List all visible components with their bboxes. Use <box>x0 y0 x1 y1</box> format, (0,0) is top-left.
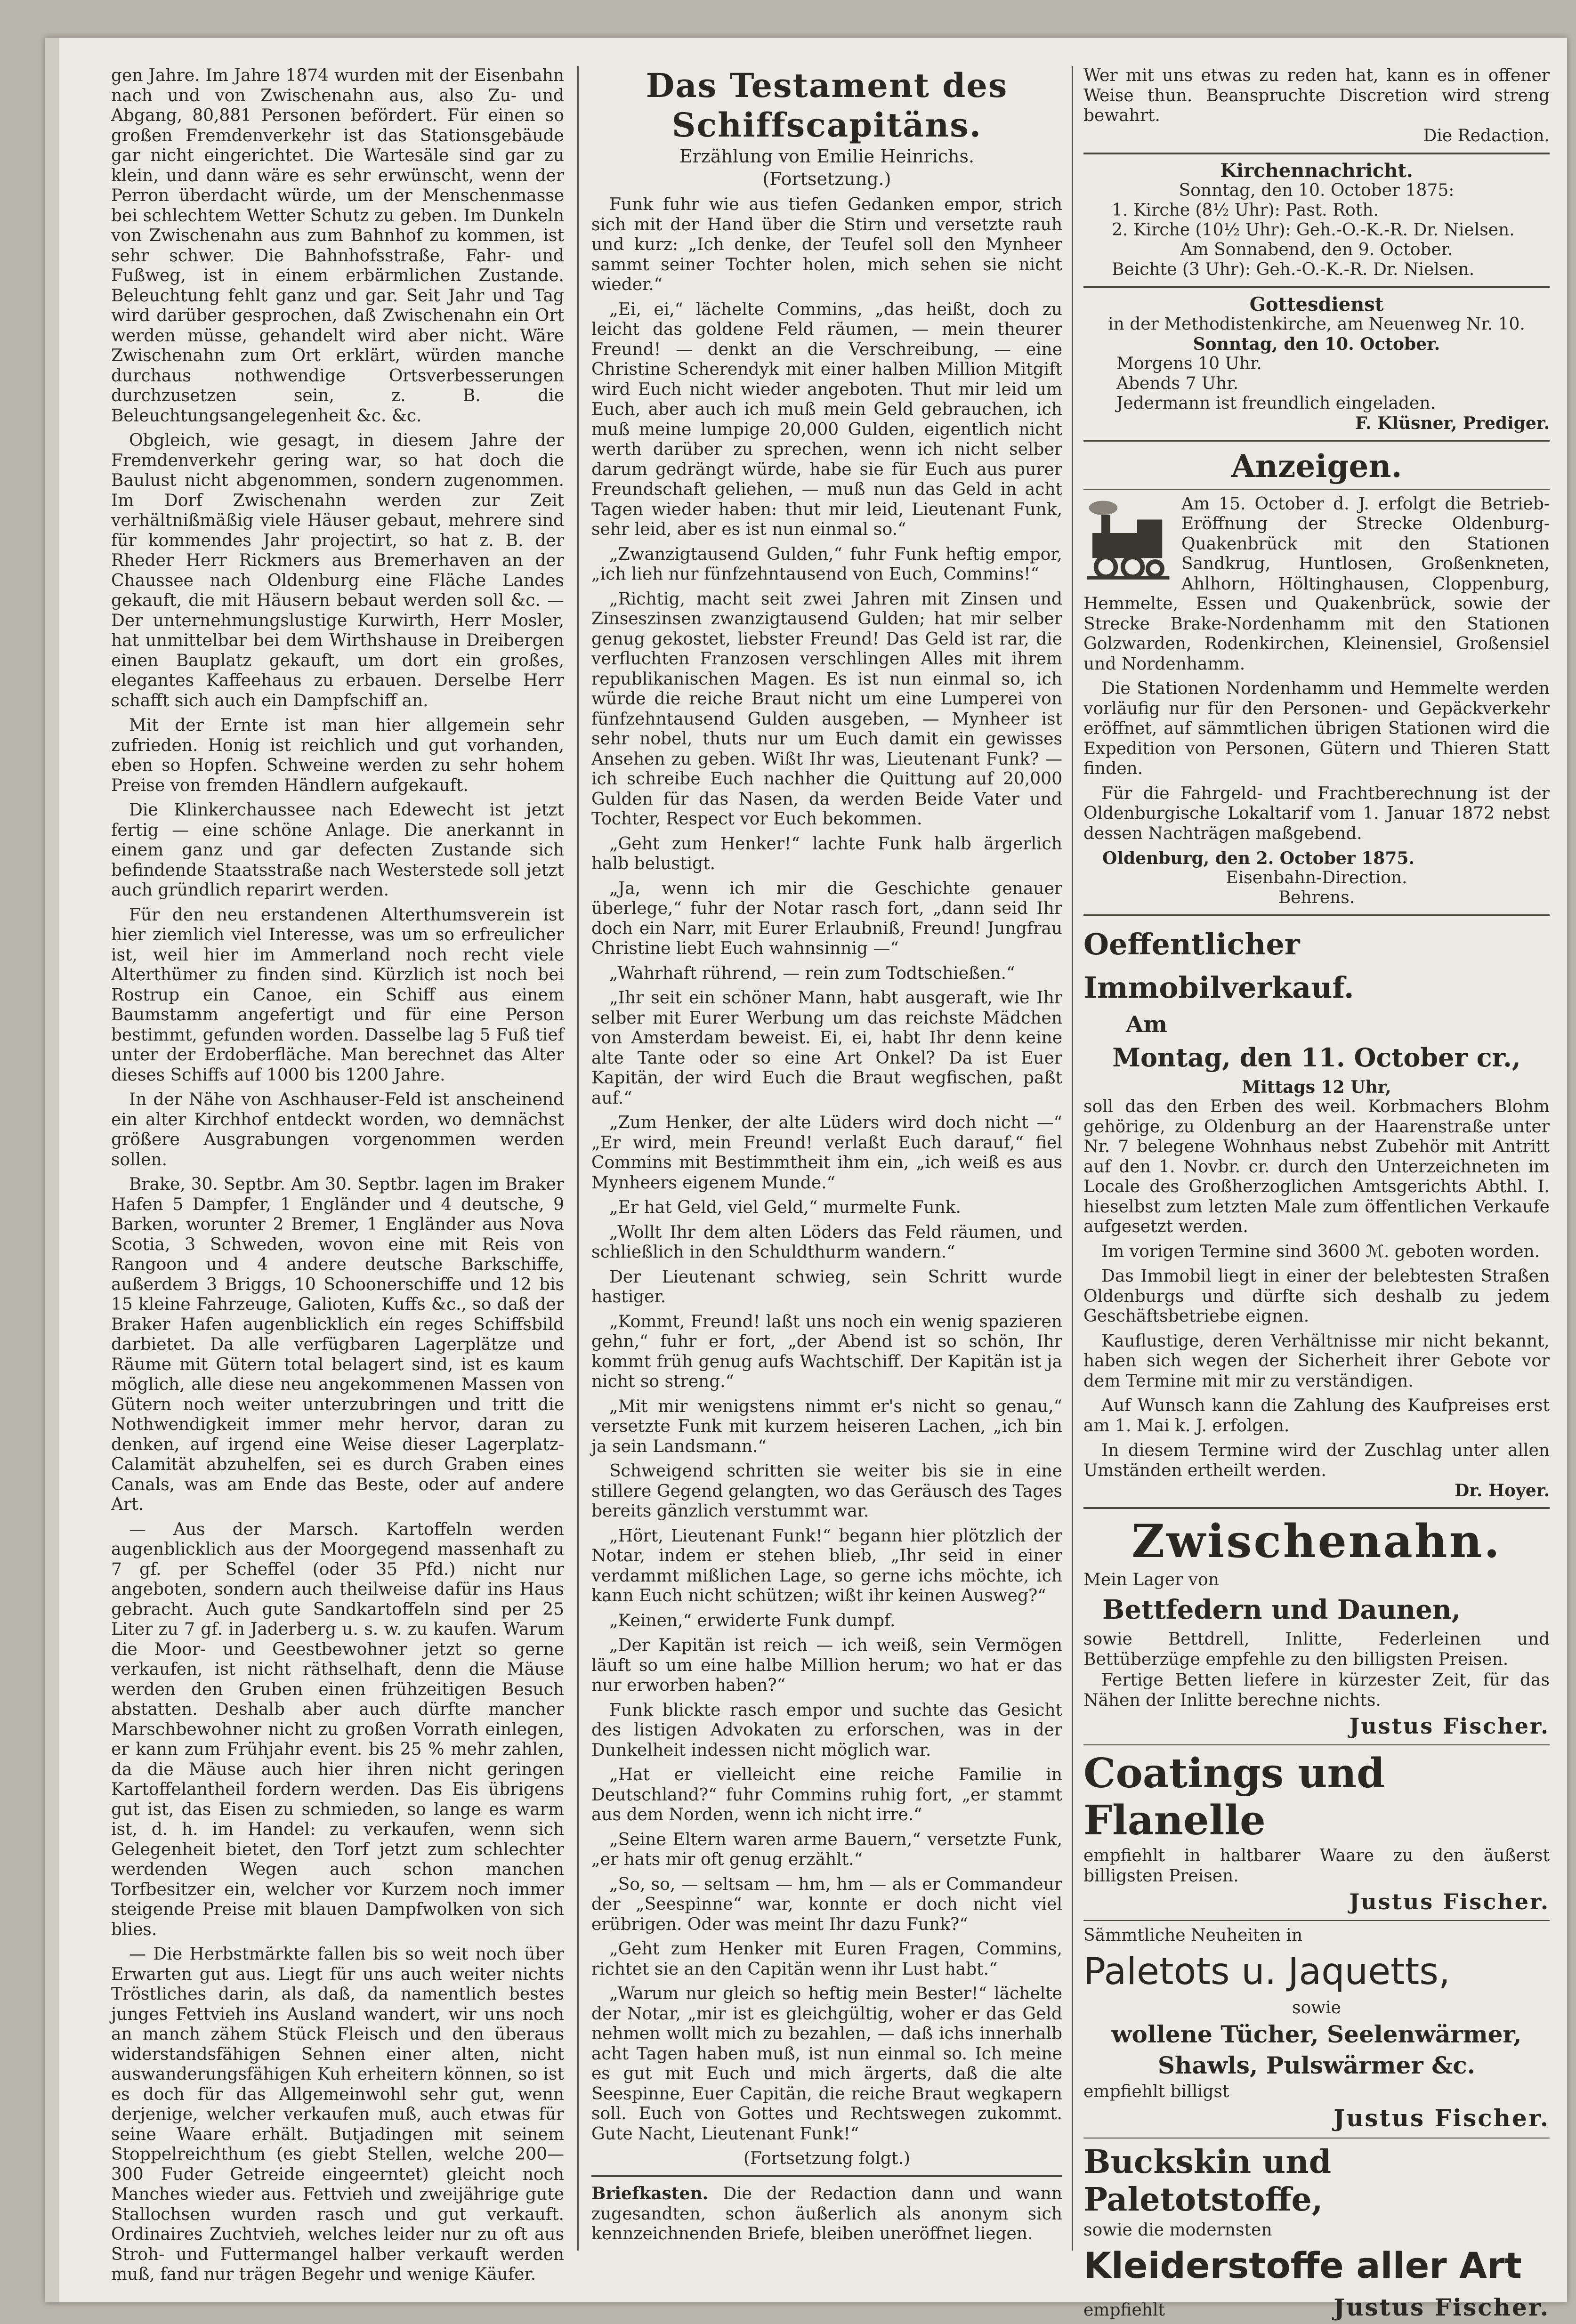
ad-line: Sämmtliche Neuheiten in <box>1083 1926 1303 1945</box>
page-spine <box>45 38 59 2302</box>
paragraph: „Richtig, macht seit zwei Jahren mit Zinsen und Zinseszinsen zwanzigtausend Gulden; hat mir selber genug gekostet, liebster Freund! Das Geld ist rar, die verfluchten Franzosen verschlingen Alles mit ihrem republikanischen Magen. Es ist nun einmal so, ich würde die reiche Braut nicht um eine Lumperei von fünfzehntausend Gulden ausgeben, — Mynheer ist sehr nobel, thuts nur um Euch damit ein gewisses Ansehen zu geben. Wißt Ihr was, Lieutenant Funk? — ich schreibe Euch nachher die Quittung auf 20,000 Gulden für das Nasen, da werden Beide Vater und Tochter, Respect vor Euch bekommen. <box>591 589 1062 829</box>
sale-sign: Dr. Hoyer. <box>1455 1481 1550 1501</box>
service-line: Sonntag, den 10. October. <box>1193 334 1440 354</box>
ad-headline: Buckskin und Paletotstoffe, <box>1083 2143 1332 2219</box>
ad-line: Shawls, Pulswärmer &c. <box>1157 2051 1476 2079</box>
ad-text: Fertige Betten liefere in kürzester Zeit, für das Nähen der Inlitte berechne nichts. <box>1083 1670 1550 1710</box>
railway-text: Am 15. October d. J. erfolgt die Betrieb-Eröffnung der Strecke Oldenburg-Quakenbrück mit den Stationen Sandkrug, Huntlosen, Großenkneten, Ahlhorn, Höltinghausen, Cloppenburg, Hemmelte, Essen und Quakenbrück, sowie der Strecke Brake-Nordenhamm mit den Stationen Golzwarden, Rodenkirchen, Kleinensiel, Großensiel und Nordenhamm. <box>1083 494 1550 674</box>
ads-heading: Anzeigen. <box>1231 447 1402 484</box>
paragraph: Funk fuhr wie aus tiefen Gedanken empor, strich sich mit der Hand über die Stirn und versetzte rauh und kurz: „Ich denke, der Teufel soll den Mynheer sammt seiner Tochter holen, mich sehen sie nicht wieder.“ <box>591 195 1062 294</box>
sale-text: Das Immobil liegt in einer der belebtesten Straßen Oldenburgs und dürfte sich deshalb zu jedem Geschäftsbetriebe eignen. <box>1083 1267 1550 1326</box>
merchant-name: Justus Fischer. <box>1349 1889 1550 1914</box>
column-divider <box>1072 66 1073 2251</box>
sale-text: Im vorigen Termine sind 3600 ℳ. geboten worden. <box>1101 1242 1540 1261</box>
story-title: Das Testament des Schiffscapitäns. <box>646 66 1008 145</box>
paragraph: Mit der Ernte ist man hier allgemein sehr zufrieden. Honig ist reichlich und gut vorhanden, eben so Hopfen. Schweine werden zu sehr hohem Preise von fremden Händlern aufgekauft. <box>111 716 564 795</box>
paragraph: „Der Kapitän ist reich — ich weiß, sein Vermögen läuft so um eine halbe Million herum; wo hat er das nur erworben haben?“ <box>591 1636 1062 1695</box>
paragraph: „Mit mir wenigstens nimmt er's nicht so genau,“ versetzte Funk mit kurzem heiseren Lachen, „ich bin ja sein Landsmann.“ <box>591 1396 1062 1456</box>
ad-text: empfiehlt in haltbarer Waare zu den äußerst billigsten Preisen. <box>1083 1846 1550 1886</box>
paragraph: — Die Herbstmärkte fallen bis so weit noch über Erwarten gut aus. Liegt für uns auch weiter nichts Tröstliches darin, als daß, da namentlich bestes junges Fettvieh ins Ausland wandert, wir uns noch an manch zähem Stück Fleisch und den überaus widerstandsfähigen Sehnen einer alten, nicht auswanderungsfähigen Kuh erheitern können, so ist es doch für das Allgemeinwohl sehr gut, wenn derjenige, welcher verkaufen muß, auch etwas für seine Waare erhält. Butjadingen mit seinem Stoppelreichthum (es giebt Stellen, welche 200—300 Fuder Getreide eingeerntet) gleicht noch Manches wieder aus. Fettvieh und zweijährige gute Stallochsen wurden rasch und gut verkauft. Ordinaires Zuchtvieh, welches leider nur zu oft aus Stroh- und Futtermangel halber verkauft werden muß, fand nur trägen Begehr und wenige Käufer. <box>111 1945 564 2284</box>
sale-text: Kauflustige, deren Verhältnisse mir nicht bekannt, haben sich wegen der Sicherheit ihrer Gebote vor dem Termine mit mir zu verständigen. <box>1083 1331 1550 1391</box>
ad-line: sowie die modernsten <box>1083 2220 1272 2240</box>
town-heading: Zwischenahn. <box>1131 1515 1502 1568</box>
paragraph: „Seine Eltern waren arme Bauern,“ versetzte Funk, „er hats mir oft genug erzählt.“ <box>591 1830 1062 1869</box>
ad-headline: Bettfedern und Daunen, <box>1102 1594 1461 1625</box>
locomotive-icon <box>1083 497 1173 587</box>
ad-line: Mein Lager von <box>1083 1570 1219 1590</box>
separator <box>1083 914 1550 916</box>
paragraph: „Geht zum Henker mit Euren Fragen, Commins, richtet sie an den Capitän wenn ihr Lust habt.“ <box>591 1939 1062 1979</box>
merchant-name: Justus Fischer. <box>1334 2104 1550 2132</box>
railway-text: Die Stationen Nordenhamm und Hemmelte werden vorläufig nur für den Personen- und Gepäckverkehr eröffnet, auf sämmtlichen übrigen Stationen wird die Expedition von Personen, Gütern und Thieren Statt finden. <box>1083 679 1550 778</box>
separator <box>591 2175 1062 2177</box>
church-line: 2. Kirche (10½ Uhr): Geh.-O.-K.-R. Dr. Nielsen. <box>1112 220 1515 240</box>
column-local-news <box>111 66 564 2284</box>
paragraph: Für den neu erstandenen Alterthumsverein ist hier ziemlich viel Interesse, was um so erfreulicher ist, weil hier im Ammerland noch recht viele Alterthümer zu finden sind. Kürzlich ist noch bei Rostrup ein Canoe, ein Schiff aus einem Baumstamm angefertigt und für eine Person bestimmt, gefunden worden. Dasselbe lag 5 Fuß tief unter der Erdoberfläche. Man berechnet das Alter dieses Schiffs auf 1000 bis 1200 Jahre. <box>111 905 564 1085</box>
paragraph: „Wahrhaft rührend, — rein zum Todtschießen.“ <box>609 963 1015 983</box>
sale-date: Montag, den 11. October cr., <box>1112 1042 1521 1073</box>
paragraph: „Warum nur gleich so heftig mein Bester!“ lächelte der Notar, „mir ist es gleichgültig, woher er das Geld nehmen wollt mich zu bezahlen, — daß ichs innerhalb acht Tagen haben muß, ist nun einmal so. Ich meine es gut mit Euch und mich ärgerts, daß die alte Seespinne, Euer Capitän, die reiche Braut wegkapern soll. Euch von Gottes und Rechtswegen zukommt. Gute Nacht, Lieutenant Funk!“ <box>591 1984 1062 2144</box>
railway-ad <box>1083 494 1550 908</box>
story-author: Erzählung von Emilie Heinrichs. <box>679 146 975 167</box>
separator <box>1083 1920 1550 1921</box>
column-notices <box>1083 66 1550 2321</box>
paragraph: „Ei, ei,“ lächelte Commins, „das heißt, doch zu leicht das goldene Feld räumen, — mein theurer Freund! — denkt an die Verschreibung, — eine Christine Scherendyk mit einer halben Million Mitgift wird Euch nicht wieder angeboten. Thut mir leid um Euch, aber auch ich muß mein Geld gebrauchen, ich muß meine lumpige 20,000 Gulden, eigentlich nicht werth darüber zu sprechen, wenn ich nicht selber darum gedrängt würde, habe sie für Euch aus purer Freundschaft geliehen, — muß nun das Geld in acht Tagen wieder haben: thut mir leid, Lieutenant Funk, sehr leid, aber es ist nun einmal so.“ <box>591 299 1062 539</box>
church-line: 1. Kirche (8½ Uhr): Past. Roth. <box>1112 200 1379 220</box>
sale-time: Mittags 12 Uhr, <box>1242 1077 1391 1097</box>
paragraph: Funk blickte rasch empor und suchte das Gesicht des listigen Advokaten zu erforschen, was in der Dunkelheit indessen nicht möglich war. <box>591 1700 1062 1760</box>
ad-line: empfiehlt billigst <box>1083 2082 1229 2101</box>
paragraph: — Aus der Marsch. Kartoffeln werden augenblicklich aus der Moorgegend massenhaft zu 7 gf. per Scheffel (oder 35 Pfd.) nicht nur angeboten, sondern auch theilweise dafür ins Haus gebracht. Auch gute Sandkartoffeln sind per 25 Liter zu 7 gf. in Jaderberg u. s. w. zu kaufen. Warum die Moor- und Geestbewohner jetzt so gerne verkaufen, ist nicht räthselhaft, denn die Mäuse werden den Gruben einen frühzeitigen Besuch abstatten. Deshalb aber auch dürfte mancher Marschbewohner nicht zu großen Vorrath einlegen, er kann zum Frühjahr event. bis 25 % mehr zahlen, da die Mäuse auch hier ihren nicht geringen Kartoffelantheil fordern werden. Das Eis übrigens gut ist, das Eisen zu schmieden, so lange es warm ist, d. h. im Handel: zu verkaufen, wenn sich Gelegenheit bietet, den Torf jetzt zum schlechter werdenden Wegen auch schon manchen Torfbesitzer ein, welcher vor Kurzem noch immer steigende Preise mit blauen Dampfwolken von sich blies. <box>111 1519 564 1939</box>
paragraph: „Hört, Lieutenant Funk!“ begann hier plötzlich der Notar, indem er stehen blieb, „Ihr seid in einer verdammt mißlichen Lage, so gerne ichs möchte, ich kann Euch nicht schützen; wißt ihr keinen Ausweg?“ <box>591 1526 1062 1606</box>
merchant-name: Justus Fischer. <box>1349 1713 1550 1739</box>
ad-text: sowie Bettdrell, Inlitte, Federleinen und Bettüberzüge empfehle zu den billigsten Preisen. <box>1083 1630 1550 1669</box>
ad-line: empfiehlt <box>1083 2300 1165 2320</box>
service-line: Jedermann ist freundlich eingeladen. <box>1116 393 1436 413</box>
separator <box>1083 489 1550 490</box>
paragraph: Obgleich, wie gesagt, in diesem Jahre der Fremdenverkehr gering war, so hat doch die Baulust nicht abgenommen, sondern zugenommen. Im Dorf Zwischenahn werden zur Zeit verhältnißmäßig viele Häuser gebaut, mehrere sind für kommendes Jahr projectirt, so hat z. B. der Rheder Herr Rickmers aus Bremerhaven an der Chaussee nach Oldenburg eine Fläche Landes gekauft, die mit Häusern bebaut werden soll &c. — Der unternehmungslustige Kurwirth, Herr Mosler, hat unmittelbar bei dem Wirthshause in Dreibergen einen Bauplatz gekauft, um dort ein großes, elegantes Kaffeehaus zu erbauen. Derselbe Herr schafft sich auch ein Dampfschiff an. <box>111 431 564 710</box>
sale-text: In diesem Termine wird der Zuschlag unter allen Umständen ertheilt werden. <box>1083 1441 1550 1480</box>
paragraph: Brake, 30. Septbr. Am 30. Septbr. lagen im Braker Hafen 5 Dampfer, 1 Engländer und 4 deutsche, 9 Barken, worunter 2 Bremer, 1 Engländer aus Nova Scotia, 3 Schweden, wovon eine mit Reis von Rangoon und 4 andere deutsche Barkschiffe, außerdem 3 Briggs, 10 Schoonerschiffe und 12 bis 15 kleine Fahrzeuge, Galioten, Kuffs &c., so daß der Braker Hafen augenblicklich ein reges Schiffsbild darbietet. Da alle verfügbaren Lagerplätze und Räume mit Gütern total belagert sind, ist es kaum möglich, alle diese neu angekommenen Massen von Gütern noch weiter unterzubringen und tritt die Nothwendigkeit immer mehr hervor, daran zu denken, auf irgend eine Weise dieser Lagerplatz-Calamität abzuhelfen, sei es durch Graben eines Canals, was am Ende das Beste, oder auf andere Art. <box>111 1175 564 1514</box>
separator <box>1083 440 1550 442</box>
railway-text: Für die Fahrgeld- und Frachtberechnung ist der Oldenburgische Lokaltarif vom 1. Januar 1872 nebst dessen Nachträgen maßgebend. <box>1083 783 1550 843</box>
ad-line: sowie <box>1292 1998 1341 2017</box>
sale-heading: Oeffentlicher Immobilverkauf. <box>1083 927 1354 1005</box>
service-sign: F. Klüsner, Prediger. <box>1355 413 1550 433</box>
paragraph: „Wollt Ihr dem alten Löders das Feld räumen, und schließlich in den Schuldthurm wandern.“ <box>591 1222 1062 1262</box>
service-line: in der Methodistenkirche, am Neuenweg Nr. 10. <box>1108 314 1525 334</box>
railway-signer: Behrens. <box>1278 888 1355 907</box>
railway-place: Oldenburg, den 2. October 1875. <box>1102 848 1414 868</box>
paragraph: gen Jahre. Im Jahre 1874 wurden mit der Eisenbahn nach und von Zwischenahn aus, also Zu- und Abgang, 80,881 Personen befördert. Für einen so großen Fremdenverkehr ist das Stationsgebäude gar nicht eingerichtet. Die Wartesäle sind gar zu klein, und dann wäre es sehr erwünscht, wenn der Perron überdacht würde, um der Menschenmasse bei schlechtem Wetter Schutz zu geben. Im Dunkeln von Zwischenahn aus zum Bahnhof zu kommen, ist sehr schwer. Die Bahnhofsstraße, Fahr- und Fußweg, ist in einem erbärmlichen Zustande. Beleuchtung fehlt ganz und gar. Seit Jahr und Tag wird darüber gesprochen, daß Zwischenahn ein Ort werden müsse, gehandelt wird aber nicht. Wäre Zwischenahn zum Ort erklärt, würden manche durchaus nothwendige Ortsverbesserungen durchzusetzen sein, z. B. die Beleuchtungsangelegenheit &c. &c. <box>111 66 564 426</box>
separator <box>1083 1744 1550 1745</box>
ad-headline: Paletots u. Jaquetts, <box>1083 1951 1450 1993</box>
service-line: Morgens 10 Uhr. <box>1116 354 1262 373</box>
separator <box>1083 286 1550 288</box>
newspaper-page <box>45 38 1567 2321</box>
paragraph: In der Nähe von Aschhauser-Feld ist anscheinend ein alter Kirchhof entdeckt worden, wo demnächst größere Ausgrabungen vorgenommen werden sollen. <box>111 1090 564 1170</box>
fischer-ad <box>1083 1516 1550 2324</box>
to-be-continued: (Fortsetzung folgt.) <box>744 2149 910 2168</box>
editorial-sign: Die Redaction. <box>1423 126 1550 145</box>
church-line: Beichte (3 Uhr): Geh.-O.-K.-R. Dr. Nielsen. <box>1112 259 1475 279</box>
sale-text: Auf Wunsch kann die Zahlung des Kaufpreises erst am 1. Mai k. J. erfolgen. <box>1083 1396 1550 1436</box>
paragraph: „Er hat Geld, viel Geld,“ murmelte Funk. <box>609 1198 961 1217</box>
railway-direction: Eisenbahn-Direction. <box>1226 868 1407 888</box>
paragraph: „Geht zum Henker!“ lachte Funk halb ärgerlich halb belustigt. <box>591 834 1062 873</box>
letterbox-heading: Briefkasten. <box>591 2184 709 2203</box>
church-heading: Kirchennachricht. <box>1220 159 1413 182</box>
sale-text: soll das den Erben des weil. Korbmachers Blohm gehörige, zu Oldenburg an der Haarenstraße unter Nr. 7 belegene Wohnhaus nebst Zubehör mit Antritt auf den 1. Novbr. cr. durch den Unterzeichneten im Locale des Großherzoglichen Amtsgerichts Abthl. I. hieselbst zum letzten Male zum öffentlichen Verkaufe aufgesetzt werden. <box>1083 1097 1550 1236</box>
ad-headline: Kleiderstoffe aller Art <box>1083 2244 1522 2286</box>
story-continued: (Fortsetzung.) <box>762 169 891 189</box>
service-heading: Gottesdienst <box>1249 293 1384 315</box>
paragraph: „So, so, — seltsam — hm, hm — als er Commandeur der „Seespinne“ war, konnte er doch nicht viel erübrigen. Oder was meint Ihr dazu Funk?“ <box>591 1874 1062 1934</box>
real-estate-ad <box>1083 923 1550 1501</box>
paragraph: „Ja, wenn ich mir die Geschichte genauer überlege,“ fuhr der Notar rasch fort, „dann seid Ihr doch ein Narr, mit Eurer Erlaubniß, Freund! Jungfrau Christine liebt Euch wahnsinnig —“ <box>591 879 1062 958</box>
church-date: Sonntag, den 10. October 1875: <box>1179 180 1455 200</box>
paragraph: Schweigend schritten sie weiter bis sie in eine stillere Gegend gelangten, wo das Geräusch des Tages bereits gänzlich verstummt war. <box>591 1461 1062 1521</box>
separator <box>1083 1507 1550 1509</box>
paragraph: Der Lieutenant schwieg, sein Schritt wurde hastiger. <box>591 1267 1062 1307</box>
paragraph: Die Klinkerchaussee nach Edewecht ist jetzt fertig — eine schöne Anlage. Die anerkannt in einem ganz und gar defecten Zustande sich befindende Staatsstraße nach Westerstede soll jetzt auch gründlich reparirt werden. <box>111 800 564 900</box>
sale-am: Am <box>1126 1011 1168 1038</box>
column-divider <box>577 66 579 2251</box>
church-line: Am Sonnabend, den 9. October. <box>1180 240 1453 259</box>
letterbox-text: Die der Redaction dann und wann zugesandten, schon äußerlich als anonym sich kennzeichnenden Briefe, bleiben uneröffnet liegen. <box>591 2184 1062 2243</box>
paragraph: „Kommt, Freund! laßt uns noch ein wenig spazieren gehn,“ fuhr er fort, „der Abend ist so schön, Ihr kommt früh genug aufs Wachtschiff. Der Kapitän ist ja nicht so streng.“ <box>591 1312 1062 1391</box>
service-line: Abends 7 Uhr. <box>1116 373 1239 393</box>
paragraph: „Zwanzigtausend Gulden,“ fuhr Funk heftig empor, „ich lieh nur fünfzehntausend von Euch, Commins!“ <box>591 544 1062 584</box>
column-serial-story <box>591 66 1062 2255</box>
paragraph: „Hat er vielleicht eine reiche Familie in Deutschland?“ fuhr Commins ruhig fort, „er stammt aus dem Norden, wenn ich nicht irre.“ <box>591 1765 1062 1824</box>
ad-headline: Coatings und Flanelle <box>1083 1750 1385 1844</box>
merchant-name: Justus Fischer. <box>1334 2293 1550 2321</box>
ad-line: wollene Tücher, Seelenwärmer, <box>1111 2020 1522 2048</box>
paragraph: „Ihr seit ein schöner Mann, habt ausgeraft, wie Ihr selber mit Eurer Werbung um das reichste Mädchen von Amsterdam beweist. Ei, ei, habt Ihr denn keine alte Tante oder so eine Art Onkel? Da ist Euer Kapitän, der wird Euch die Braut wegfischen, paßt auf.“ <box>591 988 1062 1108</box>
separator <box>1083 153 1550 154</box>
editorial-notice: Wer mit uns etwas zu reden hat, kann es in offener Weise thun. Beanspruchte Discretion wird streng bewahrt. <box>1083 66 1550 125</box>
paragraph: „Keinen,“ erwiderte Funk dumpf. <box>609 1611 896 1630</box>
paragraph: „Zum Henker, der alte Lüders wird doch nicht —“ „Er wird, mein Freund! verlaßt Euch darauf,“ fiel Commins mit Bestimmtheit ihm ein, „ich weiß es aus Mynheers eigenem Munde.“ <box>591 1113 1062 1193</box>
